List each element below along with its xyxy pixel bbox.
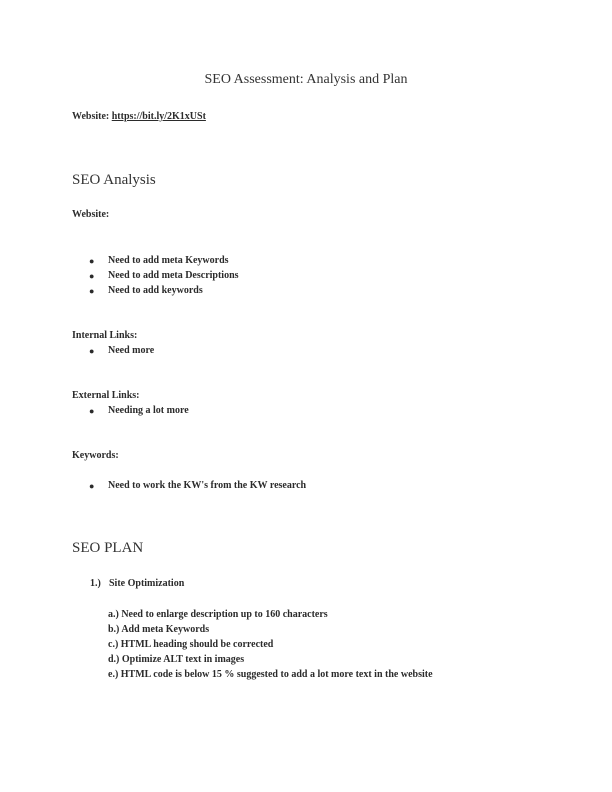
list-item: Needing a lot more	[108, 405, 189, 416]
seo-analysis-heading: SEO Analysis	[72, 172, 156, 188]
list-item: Need more	[108, 345, 155, 356]
website-line	[72, 110, 206, 124]
bullet-icon: ●	[89, 346, 95, 356]
bullet-icon: ●	[89, 256, 95, 266]
keywords-label: Keywords:	[72, 450, 119, 461]
external-links-label: External Links:	[72, 390, 140, 401]
plan-item: a.) Need to enlarge description up to 160 characters	[108, 609, 328, 620]
bullet-icon: ●	[89, 271, 95, 281]
seo-plan-heading: SEO PLAN	[72, 540, 144, 556]
list-item: Need to add meta Keywords	[108, 255, 229, 266]
plan-item: e.) HTML code is below 15 % suggested to add a lot more text in the website	[108, 669, 433, 680]
list-item: Need to work the KW's from the KW research	[108, 480, 307, 491]
website-section-label: Website:	[72, 209, 110, 220]
plan-item: c.) HTML heading should be corrected	[108, 639, 274, 650]
plan-item: d.) Optimize ALT text in images	[108, 654, 245, 665]
plan-item: b.) Add meta Keywords	[108, 624, 210, 635]
website-link[interactable]: https://bit.ly/2K1xUSt	[111, 111, 206, 122]
section-title: Site Optimization	[109, 578, 185, 589]
bullet-icon: ●	[89, 286, 95, 296]
bullet-icon: ●	[89, 481, 95, 491]
bullet-icon: ●	[89, 406, 95, 416]
list-item: Need to add keywords	[108, 285, 203, 296]
internal-links-label: Internal Links:	[72, 330, 138, 341]
website-label: Website:	[72, 111, 110, 122]
list-item: Need to add meta Descriptions	[108, 270, 239, 281]
section-number: 1.)	[90, 578, 101, 589]
document-title: SEO Assessment: Analysis and Plan	[204, 72, 408, 87]
